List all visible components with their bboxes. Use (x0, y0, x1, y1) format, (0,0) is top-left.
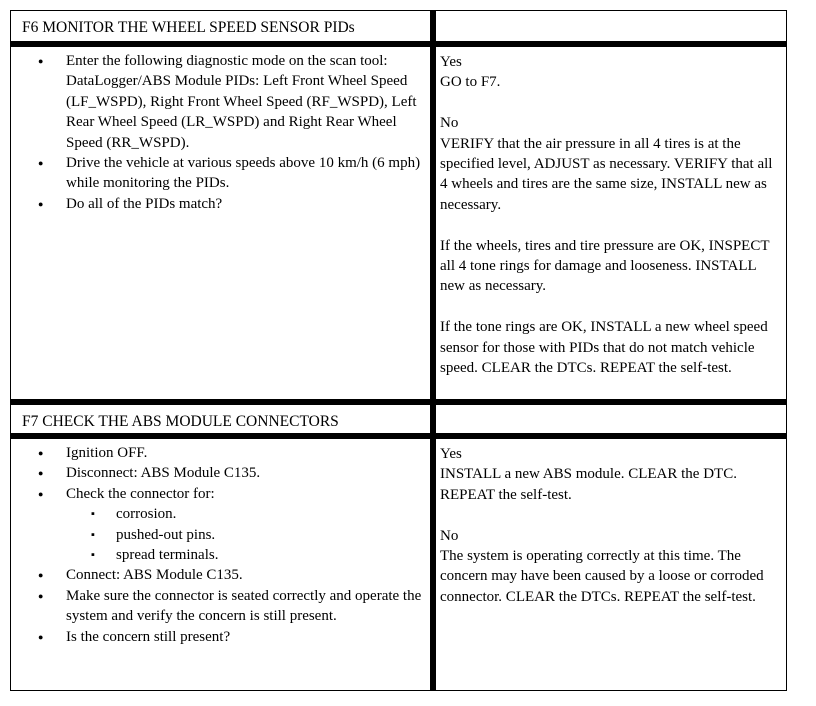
f7-heading: F7 CHECK THE ABS MODULE CONNECTORS (22, 413, 339, 430)
f7-step-check (66, 484, 424, 566)
f7-check-list (66, 504, 424, 565)
f6-heading: F6 MONITOR THE WHEEL SPEED SENSOR PIDs (22, 19, 355, 36)
diagnostic-table (10, 10, 787, 691)
f7-check-corrosion: ▪ corrosion. (116, 504, 424, 524)
f7-heading-result-cell (435, 404, 787, 434)
f6-step-3: ● Do all of the PIDs match? (66, 194, 424, 214)
f6-heading-result-cell (435, 10, 787, 42)
f6-step-1: ● Enter the following diagnostic mode on the scan tool: DataLogger/ABS Module PIDs: Left Front Wheel Speed (LF_WSPD), Right Front Wheel Speed (RF_WSPD), Left Rear Wheel Speed (LR_WSPD) and Right Rear Wheel Speed (RR_WSPD). (66, 51, 424, 153)
f7-steps-cell (10, 438, 431, 691)
f7-step-check-text: Check the connector for: (66, 485, 215, 502)
f7-check-pins: ▪ pushed-out pins. (116, 525, 424, 545)
f7-step-disconnect: ● Disconnect: ABS Module C135. (66, 463, 424, 483)
f6-no-label: No (440, 115, 459, 132)
f6-no-action: VERIFY that the air pressure in all 4 tires is at the specified level, ADJUST as necessary. VERIFY that all 4 wheels and tires are the same size, INSTALL new as necessary. (440, 135, 773, 213)
f7-yes-label: Yes (440, 446, 462, 462)
f6-result-cell (435, 46, 787, 400)
f7-step-question: ● Is the concern still present? (66, 627, 424, 647)
f7-step-list (11, 443, 424, 647)
f7-yes-action: INSTALL a new ABS module. CLEAR the DTC. REPEAT the self-test. (440, 466, 737, 503)
f6-no-action-2: If the wheels, tires and tire pressure are OK, INSPECT all 4 tone rings for damage and looseness. INSTALL new as necessary. (440, 237, 770, 295)
f7-heading-cell (10, 404, 431, 434)
f6-step-2: ● Drive the vehicle at various speeds above 10 km/h (6 mph) while monitoring the PIDs. (66, 153, 424, 194)
f7-check-terminals: ▪ spread terminals. (116, 545, 424, 565)
f7-no-action: The system is operating correctly at this time. The concern may have been caused by a loose or corroded connector. CLEAR the DTCs. REPEAT the self-test. (440, 548, 764, 605)
f6-yes-action: GO to F7. (440, 74, 501, 91)
f6-steps-cell (10, 46, 431, 400)
f7-step-ignition: ● Ignition OFF. (66, 443, 424, 463)
f6-yes-label: Yes (440, 54, 462, 70)
f6-step-list (11, 51, 424, 214)
f7-step-connect: ● Connect: ABS Module C135. (66, 565, 424, 585)
f7-no-label: No (440, 527, 459, 544)
f7-step-make-sure: ● Make sure the connector is seated correctly and operate the system and verify the concern is still present. (66, 586, 424, 627)
f7-result-cell (435, 438, 787, 691)
f6-heading-cell (10, 10, 431, 42)
f6-no-action-3: If the tone rings are OK, INSTALL a new wheel speed sensor for those with PIDs that do not match vehicle speed. CLEAR the DTCs. REPEAT the self-test. (440, 319, 768, 377)
